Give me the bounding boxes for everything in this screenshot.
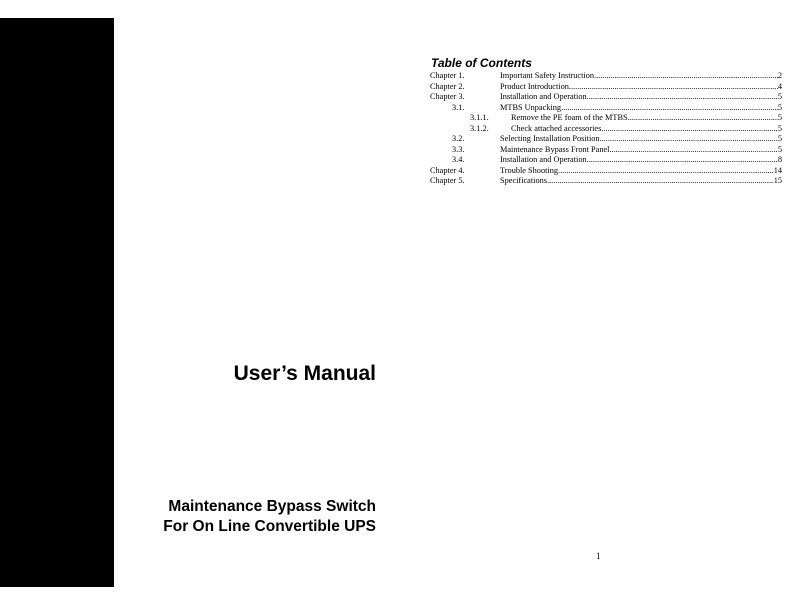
toc-entry[interactable] <box>430 166 782 177</box>
toc-entry-body <box>500 92 782 103</box>
toc-entry[interactable] <box>430 71 782 82</box>
toc-leader-dots <box>561 103 778 114</box>
toc-entry-title: Trouble Shooting <box>500 165 559 175</box>
toc-entry-title: Product Introduction <box>500 81 569 91</box>
toc-entry-number: Chapter 3. <box>430 92 465 101</box>
toc-entry[interactable] <box>430 145 782 156</box>
toc-entry[interactable] <box>430 176 782 187</box>
toc-leader-dots <box>609 145 777 156</box>
toc-leader-dots <box>600 134 778 145</box>
toc-entry-page: 4 <box>777 81 782 91</box>
toc-entry-title: Remove the PE foam of the MTBS. <box>511 113 630 122</box>
toc-entry-title: Specifications <box>500 176 548 185</box>
toc-entry-body <box>500 155 782 166</box>
toc-entry-body <box>500 82 782 93</box>
toc-entry-title: Check attached accessories <box>511 123 602 133</box>
toc-leader-dots <box>630 113 778 124</box>
toc-entry-number: 3.1. <box>452 102 465 112</box>
toc-entry-number: 3.1.1. <box>470 113 489 122</box>
toc-entry-page: 5 <box>777 134 782 143</box>
cover-black-band <box>0 18 114 587</box>
toc-entry-page: 5 <box>777 102 782 112</box>
toc-entry-number: Chapter 5. <box>430 176 465 185</box>
toc-entry[interactable] <box>430 134 782 145</box>
toc-entry-number: 3.3. <box>452 144 465 154</box>
toc-list <box>430 71 782 187</box>
toc-entry-title: Important Safety Instruction <box>500 71 595 80</box>
toc-leader-dots <box>601 124 778 135</box>
toc-entry-page: 14 <box>773 165 782 175</box>
toc-entry[interactable] <box>430 155 782 166</box>
subtitle-line-1: Maintenance Bypass Switch <box>168 498 376 515</box>
toc-entry[interactable] <box>430 92 782 103</box>
toc-entry-number: 3.4. <box>452 155 465 164</box>
toc-entry-title: Maintenance Bypass Front Panel <box>500 144 610 154</box>
toc-entry-title: MTBS Unpacking <box>500 102 562 112</box>
toc-entry-body <box>500 71 782 82</box>
toc-entry-page: 2 <box>777 71 782 80</box>
toc-entry-page: 5 <box>777 113 782 122</box>
toc-leader-dots <box>587 92 778 103</box>
manual-subtitle <box>163 497 376 537</box>
toc-leader-dots <box>558 166 774 177</box>
toc-entry-page: 5 <box>777 123 782 133</box>
toc-heading: Table of Contents <box>431 56 532 70</box>
toc-entry-number: Chapter 2. <box>430 81 465 91</box>
toc-entry-title: Installation and Operation <box>500 92 587 101</box>
toc-entry-body <box>500 176 782 187</box>
page-number: 1 <box>596 551 601 561</box>
toc-entry[interactable] <box>430 124 782 135</box>
toc-leader-dots <box>547 176 774 187</box>
toc-entry[interactable] <box>430 103 782 114</box>
toc-entry-body <box>500 166 782 177</box>
toc-entry[interactable] <box>430 113 782 124</box>
subtitle-line-2: For On Line Convertible UPS <box>163 518 376 535</box>
toc-entry-number: 3.2. <box>452 134 465 143</box>
toc-entry-number: Chapter 1. <box>430 71 465 80</box>
toc-entry-body <box>500 134 782 145</box>
toc-leader-dots <box>569 82 778 93</box>
toc-leader-dots <box>594 71 778 82</box>
toc-entry[interactable] <box>430 82 782 93</box>
toc-leader-dots <box>587 155 778 166</box>
toc-entry-body <box>511 124 782 135</box>
toc-entry-body <box>511 113 782 124</box>
toc-entry-page: 5 <box>777 92 782 101</box>
toc-entry-page: 8 <box>777 155 782 164</box>
toc-entry-number: 3.1.2. <box>470 123 489 133</box>
toc-entry-title: Selecting Installation Position <box>500 134 600 143</box>
toc-entry-number: Chapter 4. <box>430 165 465 175</box>
toc-entry-page: 5 <box>777 144 782 154</box>
table-of-contents <box>430 56 782 187</box>
toc-entry-page: 15 <box>773 176 782 185</box>
toc-entry-title: Installation and Operation <box>500 155 587 164</box>
manual-title: User’s Manual <box>233 362 376 385</box>
toc-entry-body <box>500 103 782 114</box>
toc-entry-body <box>500 145 782 156</box>
